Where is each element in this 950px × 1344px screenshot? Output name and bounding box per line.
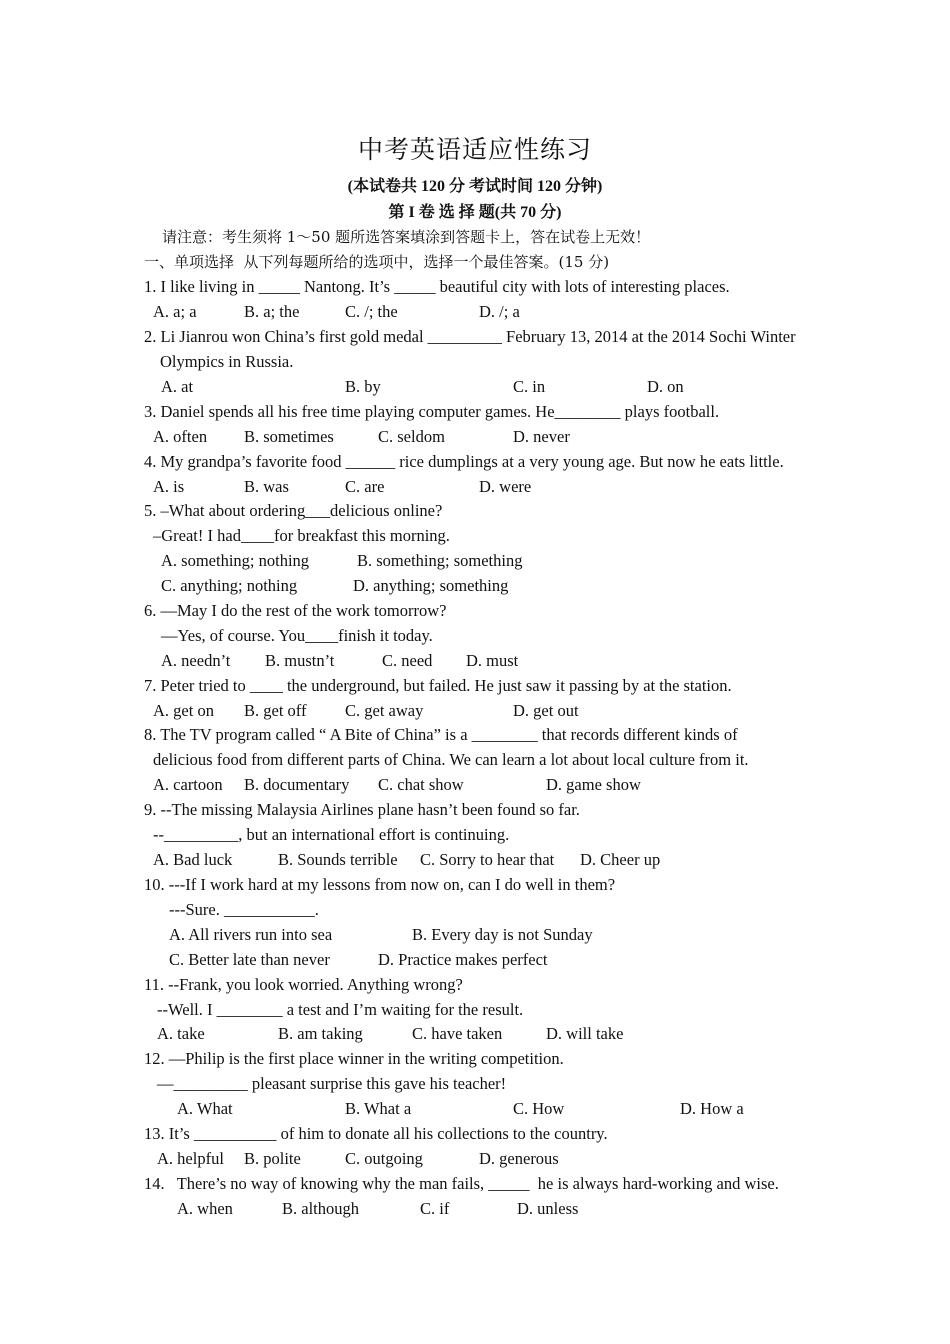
question-9: 9. --The missing Malaysia Airlines plane hasn’t been found so far. xyxy=(144,800,580,819)
option: A. helpful xyxy=(157,1149,224,1168)
option: B. something; something xyxy=(357,551,523,570)
question-9-reply: --_________, but an international effort is continuing. xyxy=(153,825,510,844)
option: B. by xyxy=(345,377,381,396)
option: D. /; a xyxy=(479,302,520,321)
option: B. mustn’t xyxy=(265,651,335,670)
option: A. a; a xyxy=(153,302,197,321)
option: A. often xyxy=(153,427,208,446)
option: A. is xyxy=(153,477,185,496)
question-8: 8. The TV program called “ A Bite of China” is a ________ that records different kinds of xyxy=(144,725,738,744)
option: D. game show xyxy=(546,775,641,794)
exam-title: 中考英语适应性练习 xyxy=(357,135,592,164)
question-5: 5. –What about ordering___delicious online? xyxy=(144,501,443,520)
option: C. if xyxy=(420,1199,450,1218)
option: D. were xyxy=(479,477,532,496)
option: C. outgoing xyxy=(345,1149,423,1168)
option: C. anything; nothing xyxy=(161,576,298,595)
option: C. Sorry to hear that xyxy=(420,850,555,869)
exam-subtitle: (本试卷共 120 分 考试时间 120 分钟) xyxy=(347,178,603,195)
option: D. on xyxy=(647,377,684,396)
option: C. How xyxy=(513,1099,565,1118)
question-7: 7. Peter tried to ____ the underground, but failed. He just saw it passing by at the station. xyxy=(144,676,732,695)
question-6: 6. —May I do the rest of the work tomorrow? xyxy=(144,601,447,620)
question-5-reply: –Great! I had____for breakfast this morning. xyxy=(153,526,450,545)
question-12: 12. —Philip is the first place winner in the writing competition. xyxy=(144,1049,564,1068)
option: A. when xyxy=(177,1199,233,1218)
part-heading: 第 I 卷 选 择 题(共 70 分) xyxy=(388,204,562,221)
question-14: 14. There’s no way of knowing why the man fails, _____ he is always hard-working and wise. xyxy=(144,1174,779,1193)
option: A. take xyxy=(157,1024,205,1043)
option: B. although xyxy=(282,1199,359,1218)
notice-text: 请注意：考生须将 1～50 题所选答案填涂到答题卡上，答在试卷上无效！ xyxy=(162,228,651,246)
option: B. Every day is not Sunday xyxy=(412,925,593,944)
question-3: 3. Daniel spends all his free time playing computer games. He________ plays football. xyxy=(144,402,720,421)
option: A. Bad luck xyxy=(153,850,233,869)
option: C. seldom xyxy=(378,427,445,446)
option: D. must xyxy=(466,651,519,670)
option: B. polite xyxy=(244,1149,301,1168)
option: B. was xyxy=(244,477,289,496)
option: A. cartoon xyxy=(153,775,223,794)
option: A. get on xyxy=(153,701,214,720)
option: C. have taken xyxy=(412,1024,503,1043)
option: D. Practice makes perfect xyxy=(378,950,548,969)
option: B. What a xyxy=(345,1099,412,1118)
option: D. get out xyxy=(513,701,579,720)
option: B. documentary xyxy=(244,775,350,794)
option: C. /; the xyxy=(345,302,398,321)
question-11-reply: --Well. I ________ a test and I’m waiting for the result. xyxy=(157,1000,524,1019)
option: D. never xyxy=(513,427,570,446)
option: D. anything; something xyxy=(353,576,509,595)
option: B. a; the xyxy=(244,302,300,321)
question-10: 10. ---If I work hard at my lessons from now on, can I do well in them? xyxy=(144,875,616,894)
option: D. unless xyxy=(517,1199,579,1218)
option: A. at xyxy=(161,377,194,396)
option: B. get off xyxy=(244,701,307,720)
option: B. sometimes xyxy=(244,427,334,446)
option: D. How a xyxy=(680,1099,744,1118)
question-11: 11. --Frank, you look worried. Anything wrong? xyxy=(144,975,463,994)
question-2-cont: Olympics in Russia. xyxy=(160,352,294,371)
question-2: 2. Li Jianrou won China’s first gold medal _________ February 13, 2014 at the 2014 Sochi Winter xyxy=(144,327,796,346)
option: C. get away xyxy=(345,701,424,720)
option: D. generous xyxy=(479,1149,559,1168)
option: B. am taking xyxy=(278,1024,363,1043)
question-1: 1. I like living in _____ Nantong. It’s _____ beautiful city with lots of interesting places. xyxy=(144,277,730,296)
option: C. are xyxy=(345,477,385,496)
option: A. What xyxy=(177,1099,233,1118)
option: C. need xyxy=(382,651,433,670)
option: A. All rivers run into sea xyxy=(169,925,333,944)
option: D. Cheer up xyxy=(580,850,661,869)
question-4: 4. My grandpa’s favorite food ______ rice dumplings at a very young age. But now he eats little. xyxy=(144,452,784,471)
option: A. something; nothing xyxy=(161,551,310,570)
question-10-reply: ---Sure. ___________. xyxy=(169,900,319,919)
option: B. Sounds terrible xyxy=(278,850,398,869)
question-6-reply: —Yes, of course. You____finish it today. xyxy=(161,626,433,645)
option: C. Better late than never xyxy=(169,950,330,969)
option: C. in xyxy=(513,377,546,396)
question-8-cont: delicious food from different parts of China. We can learn a lot about local culture from it. xyxy=(153,750,749,769)
question-13: 13. It’s __________ of him to donate all his collections to the country. xyxy=(144,1124,608,1143)
option: A. needn’t xyxy=(161,651,231,670)
option: D. will take xyxy=(546,1024,624,1043)
section-heading: 一、单项选择 从下列每题所给的选项中，选择一个最佳答案。(15 分) xyxy=(144,253,610,271)
question-12-reply: —_________ pleasant surprise this gave his teacher! xyxy=(157,1074,507,1093)
option: C. chat show xyxy=(378,775,464,794)
